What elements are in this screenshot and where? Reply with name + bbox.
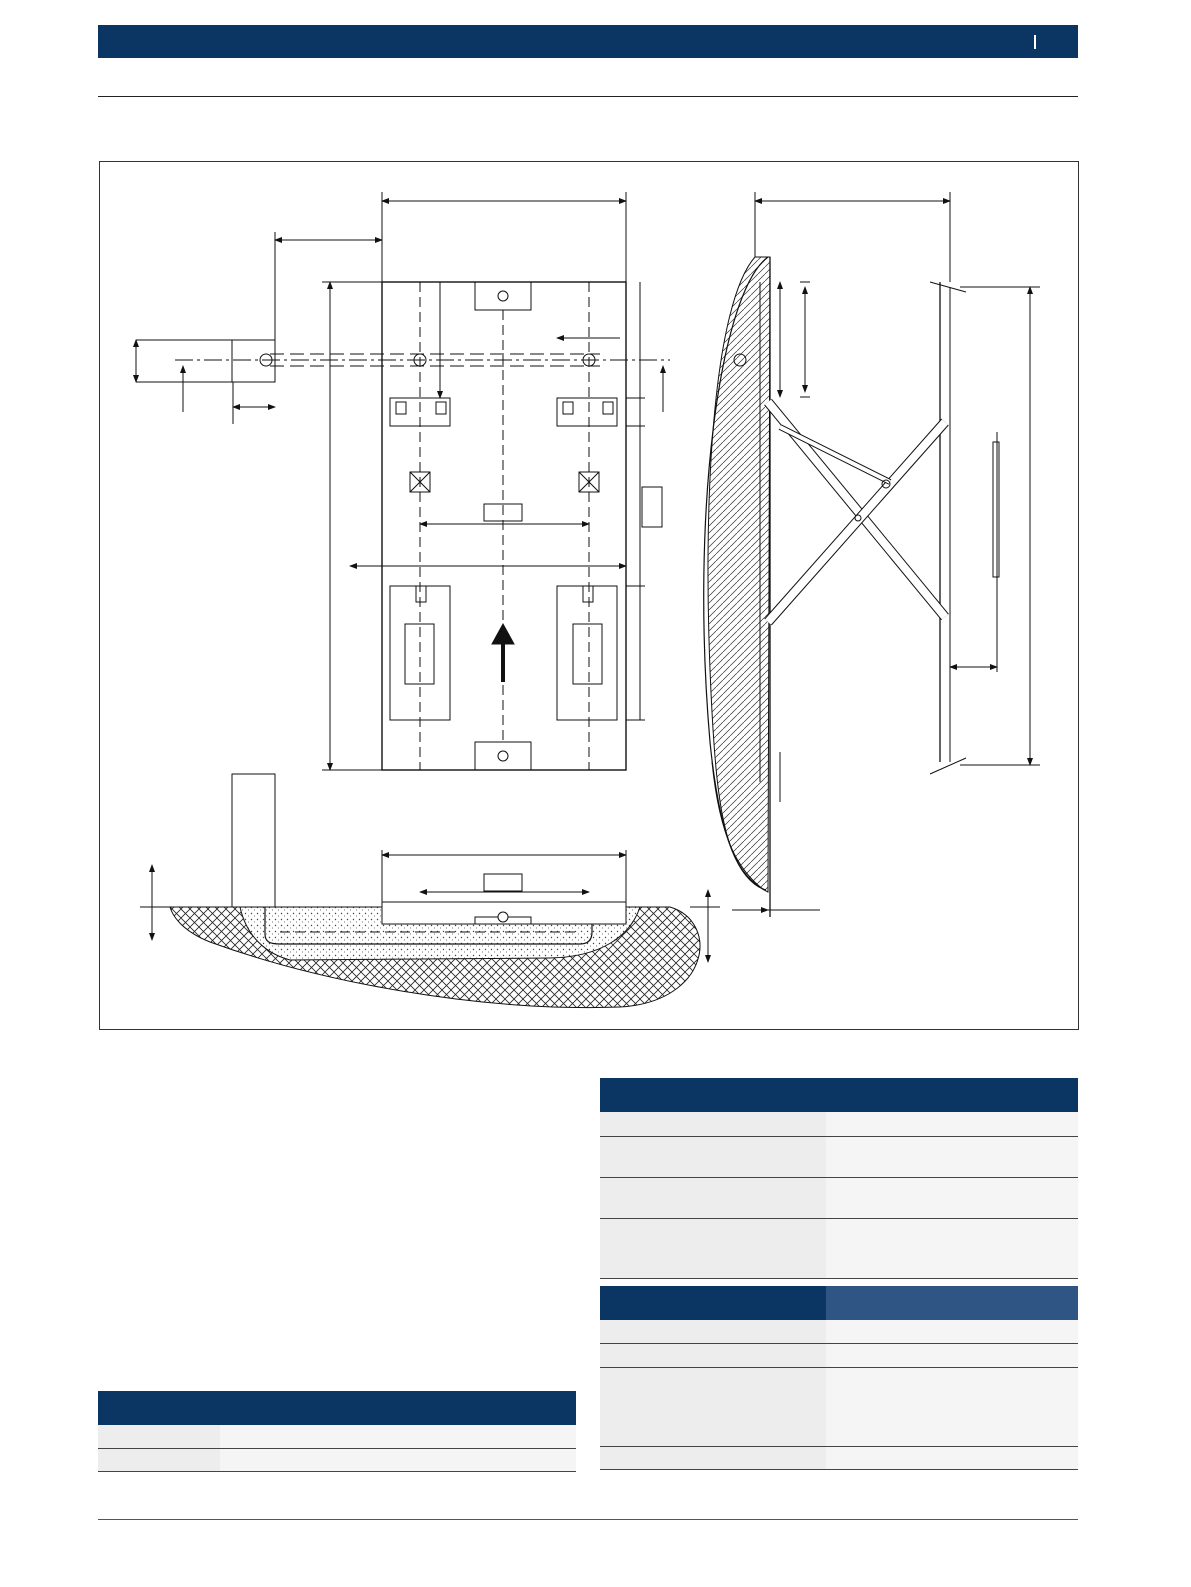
table-cell	[600, 1320, 826, 1343]
footer-rule	[98, 1519, 1078, 1520]
table-header	[98, 1391, 576, 1425]
table-header-cell	[600, 1078, 826, 1112]
pit-section-view	[140, 774, 720, 1008]
table-header-cell	[826, 1078, 1078, 1112]
table-row	[98, 1425, 576, 1449]
side-elevation-view	[704, 192, 1040, 917]
table-right-bottom	[600, 1286, 1078, 1470]
header-separator	[1034, 35, 1036, 49]
table-cell	[826, 1320, 1078, 1343]
table-cell	[220, 1449, 576, 1471]
table-cell	[98, 1449, 220, 1471]
table-row	[600, 1112, 1078, 1137]
table-row	[98, 1449, 576, 1472]
table-cell	[600, 1112, 826, 1136]
table-row	[600, 1447, 1078, 1470]
table-cell	[600, 1219, 826, 1278]
table-cell	[600, 1137, 826, 1177]
table-cell	[826, 1178, 1078, 1218]
table-cell	[826, 1219, 1078, 1278]
header-bar	[98, 25, 1078, 58]
table-row	[600, 1344, 1078, 1368]
header-rule	[98, 96, 1078, 97]
table-cell	[98, 1425, 220, 1448]
table-cell	[220, 1425, 576, 1448]
table-row	[600, 1137, 1078, 1178]
table-header	[600, 1078, 1078, 1112]
table-cell	[826, 1447, 1078, 1469]
table-header-cell	[98, 1391, 576, 1425]
table-cell	[600, 1447, 826, 1469]
table-cell	[826, 1112, 1078, 1136]
technical-drawing-frame	[99, 161, 1079, 1030]
table-row	[600, 1320, 1078, 1344]
table-header-cell	[600, 1286, 826, 1320]
table-cell	[600, 1178, 826, 1218]
table-cell	[826, 1344, 1078, 1367]
table-cell	[600, 1368, 826, 1446]
table-right-top	[600, 1078, 1078, 1279]
table-cell	[826, 1137, 1078, 1177]
table-header	[600, 1286, 1078, 1320]
table-row	[600, 1368, 1078, 1447]
table-cell	[600, 1344, 826, 1367]
table-row	[600, 1219, 1078, 1279]
table-cell	[826, 1368, 1078, 1446]
table-left	[98, 1391, 576, 1472]
table-header-cell	[826, 1286, 1078, 1320]
technical-drawing	[100, 162, 1080, 1031]
table-row	[600, 1178, 1078, 1219]
top-plan-view	[136, 192, 670, 770]
